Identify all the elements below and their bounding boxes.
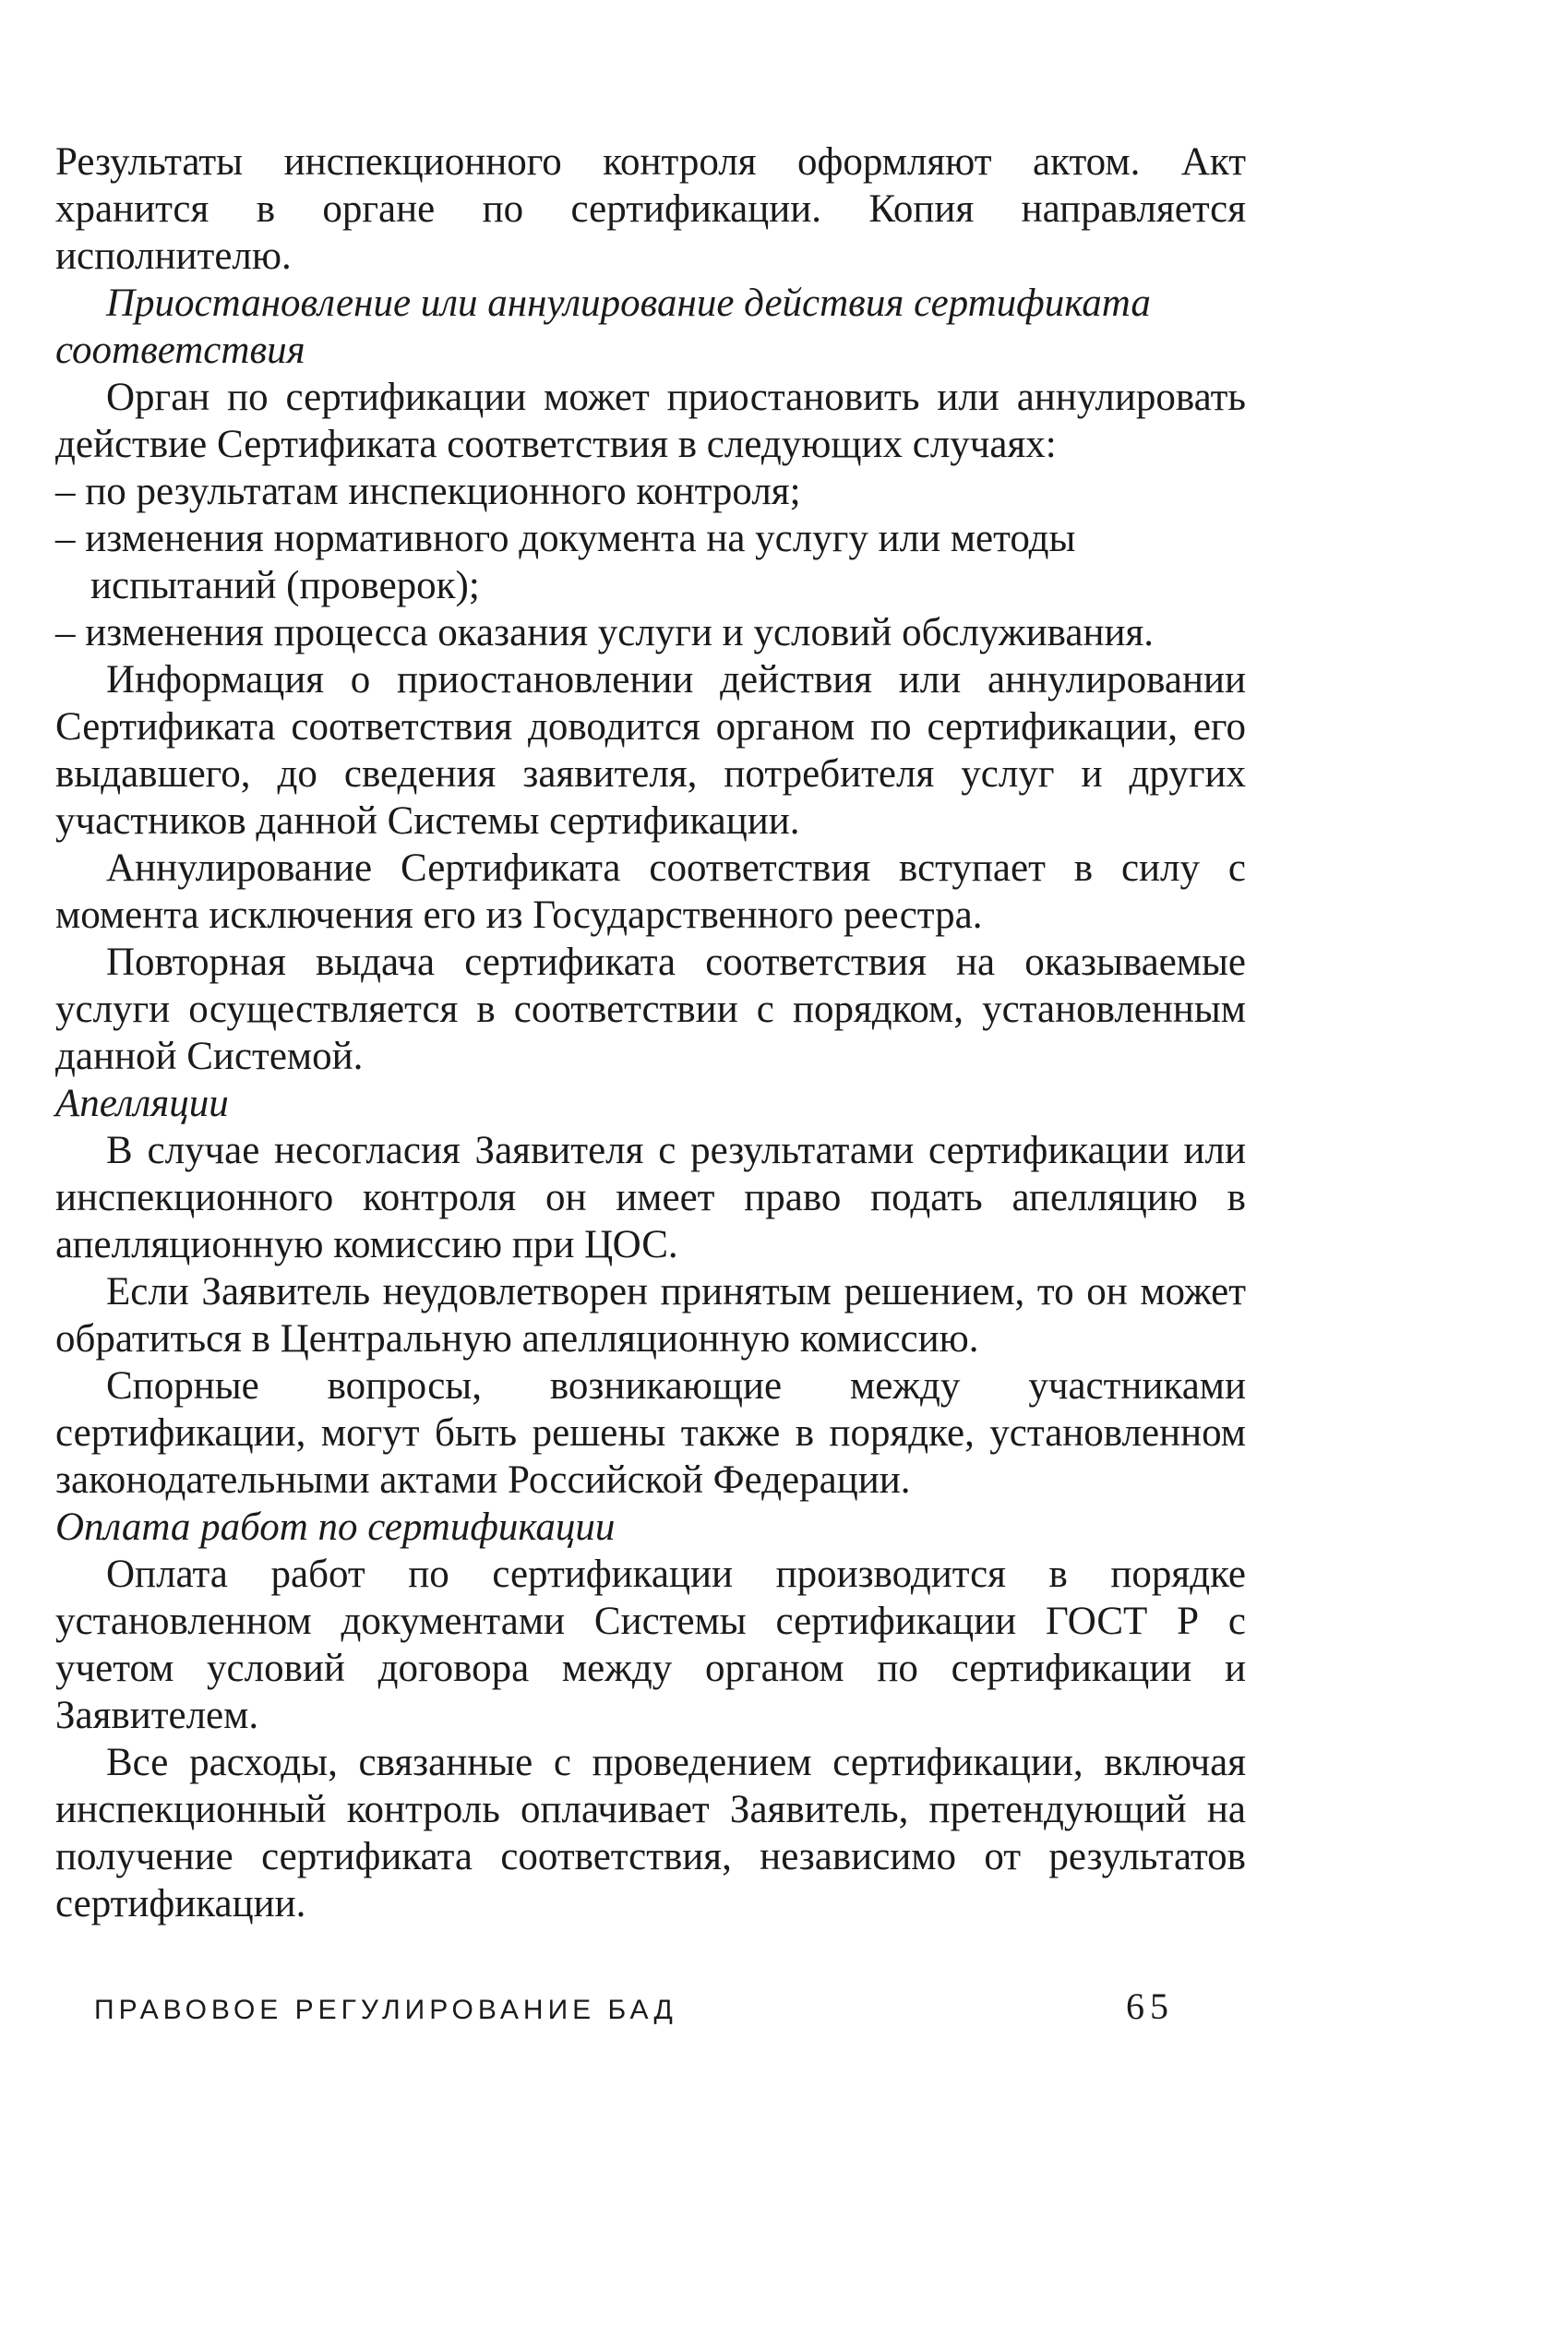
paragraph-suspension-info: Информация о приостановлении действия или аннулировании Сертификата соответствия доводится органом по сертификации, его выдавшего, до сведения заявителя, потребителя услуг и других участников данной Системы сертификации. [55,658,1246,843]
page-footer [94,1985,1174,2028]
paragraph-reissue: Повторная выдача сертификата соответствия на оказываемые услуги осуществляется в соответствии с порядком, установленным данной Системой. [55,941,1246,1078]
list-item: – изменения нормативного документа на услугу или методы испытаний (проверок); [55,517,1076,607]
paragraph-expenses: Все расходы, связанные с проведением сертификации, включая инспекционный контроль оплачивает Заявитель, претендующий на получение сертификата соответствия, независимо от результатов сертификации. [55,1741,1246,1925]
suspension-cases-list [55,468,1246,656]
list-item: – изменения процесса оказания услуги и условий обслуживания. [55,611,1155,654]
page-body [55,138,1246,1927]
running-title: ПРАВОВОЕ РЕГУЛИРОВАНИЕ БАД [94,1995,677,2025]
paragraph-inspection-act: Результаты инспекционного контроля оформляют актом. Акт хранится в органе по сертификации. Копия направляется исполнителю. [55,140,1246,278]
heading-appeals: Апелляции [55,1082,229,1125]
paragraph-central-appeal: Если Заявитель неудовлетворен принятым решением, то он может обратиться в Центральную апелляционную комиссию. [55,1270,1246,1361]
paragraph-appeal-right: В случае несогласия Заявителя с результатами сертификации или инспекционного контроля он имеет право подать апелляцию в апелляционную комиссию при ЦОС. [55,1129,1246,1266]
paragraph-annulment: Аннулирование Сертификата соответствия вступает в силу с момента исключения его из Государственного реестра. [55,846,1246,937]
page-number: 65 [1126,1985,1174,2027]
heading-payment: Оплата работ по сертификации [55,1505,616,1549]
paragraph-payment-order: Оплата работ по сертификации производится в порядке установленном документами Системы сертификации ГОСТ Р с учетом условий договора между органом по сертификации и Заявителем. [55,1553,1246,1737]
list-item: – по результатам инспекционного контроля; [55,470,801,513]
paragraph-suspension-cases: Орган по сертификации может приостановить или аннулировать действие Сертификата соответствия в следующих случаях: [55,376,1246,466]
paragraph-disputes: Спорные вопросы, возникающие между участниками сертификации, могут быть решены также в порядке, установленном законодательными актами Российской Федерации. [55,1364,1246,1502]
heading-suspension: Приостановление или аннулирование действия сертификата соответствия [55,282,1151,372]
